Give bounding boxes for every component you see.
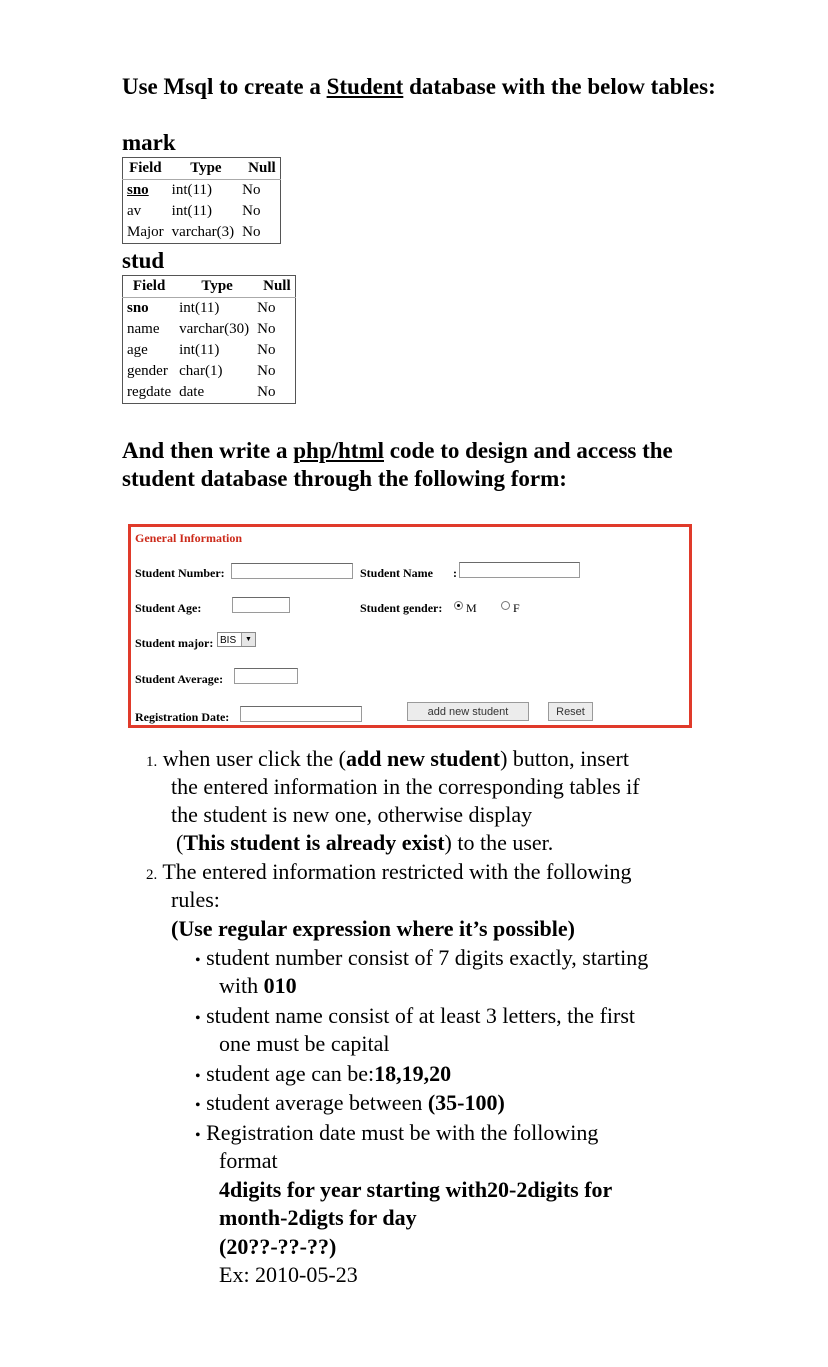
student-name-colon: : (453, 566, 457, 580)
table-cell: sno (127, 182, 149, 198)
table-header-row (123, 276, 296, 298)
column-header: Type (168, 158, 238, 180)
item2-number: 2. (146, 867, 158, 883)
rule5-text-a: Registration date must be with the following (206, 1120, 599, 1145)
bullet-icon: • (195, 1097, 201, 1114)
rule5-line5 (219, 1232, 336, 1261)
item1-line4 (176, 828, 553, 857)
student-number-label: Student Number: (135, 566, 225, 580)
table-row (123, 382, 296, 404)
item2-line3-bold: (Use regular expression where it’s possible) (171, 916, 575, 941)
student-form (128, 524, 692, 728)
table-cell: name (127, 321, 160, 337)
rule3-text-b: 18,19,20 (374, 1061, 452, 1086)
intro-prefix: Use Msql to create a (122, 74, 327, 99)
table-cell: No (257, 300, 276, 316)
gender-m-label: M (466, 601, 477, 615)
registration-date-input[interactable] (240, 706, 362, 722)
item1-number: 1. (146, 754, 158, 770)
table-cell: No (242, 182, 261, 198)
table-cell: age (127, 342, 148, 358)
table-cell: int(11) (171, 182, 212, 198)
column-header: Field (123, 158, 168, 180)
rule2-line2: one must be capital (219, 1031, 390, 1056)
gender-f-label: F (513, 601, 520, 615)
second-heading-prefix: And then write a (122, 438, 294, 463)
stud-table-title: stud (122, 248, 165, 273)
item2-line3 (171, 914, 575, 943)
rule1-text-c: 010 (263, 973, 297, 998)
second-heading-line2: student database through the following form: (122, 466, 567, 491)
rule3-text-a: student age can be: (206, 1061, 375, 1086)
column-header: Field (123, 276, 176, 298)
table-cell: int(11) (179, 342, 220, 358)
student-name-input[interactable] (459, 562, 580, 578)
rule5-text-e: (20??-??-??) (219, 1234, 337, 1259)
bullet-icon: • (195, 1010, 201, 1027)
student-major-label: Student major: (135, 636, 214, 650)
stud-table (122, 275, 296, 404)
rule5-line3 (219, 1175, 612, 1204)
mark-table-title: mark (122, 130, 176, 155)
rule2-text-a: student name consist of at least 3 letters, the first (206, 1003, 636, 1028)
table-cell: gender (127, 363, 168, 379)
form-legend: General Information (135, 531, 242, 545)
student-number-input[interactable] (231, 563, 353, 579)
intro-heading (122, 73, 722, 101)
second-heading-link: php/html (293, 438, 384, 463)
table-row (123, 180, 281, 202)
table-cell: int(11) (171, 203, 212, 219)
table-cell: No (242, 224, 261, 240)
item2-line1: The entered information restricted with the following (162, 859, 632, 884)
column-header: Null (253, 276, 295, 298)
rule4-text-a: student average between (206, 1090, 428, 1115)
rule4-text-b: (35-100) (427, 1090, 505, 1115)
item1-line3: the student is new one, otherwise display (171, 802, 533, 827)
gender-f-radio[interactable] (501, 601, 510, 610)
table-row (123, 340, 296, 361)
student-major-select[interactable] (217, 632, 256, 647)
chevron-down-icon: ▼ (241, 633, 255, 646)
table-cell: No (257, 342, 276, 358)
table-cell: sno (127, 300, 149, 316)
table-row (123, 222, 281, 244)
item1-line4-a: ( (176, 830, 184, 855)
add-student-button[interactable]: add new student (407, 702, 529, 721)
major-selected-value: BIS (220, 635, 237, 646)
student-average-label: Student Average: (135, 672, 224, 686)
second-heading-line1 (122, 437, 772, 465)
item2-line2: rules: (171, 887, 220, 912)
rule5-text-c: 4digits for year starting with20-2digits for (219, 1177, 613, 1202)
table-row (123, 361, 296, 382)
table-header-row (123, 158, 281, 180)
gender-m-radio[interactable] (454, 601, 463, 610)
table-cell: varchar(30) (179, 321, 250, 337)
column-header: Null (238, 158, 280, 180)
table-cell: Major (127, 224, 164, 240)
table-cell: av (127, 203, 142, 219)
item1-line4-b: This student is already exist (183, 830, 445, 855)
bullet-icon: • (195, 1127, 201, 1144)
mark-table (122, 157, 281, 244)
student-name-label: Student Name (360, 566, 434, 580)
table-cell: No (257, 384, 276, 400)
table-cell: regdate (127, 384, 172, 400)
table-row (123, 319, 296, 340)
rule5-text-d: month-2digts for day (219, 1205, 417, 1230)
rule1-text-b: with (219, 973, 264, 998)
rule5-line2: format (219, 1148, 278, 1173)
intro-suffix: database with the below tables: (403, 74, 716, 99)
rule5-line4 (219, 1203, 417, 1232)
student-average-input[interactable] (234, 668, 298, 684)
table-cell: No (257, 321, 276, 337)
item1-line4-c: ) to the user. (444, 830, 554, 855)
item1-line2: the entered information in the corresponding tables if (171, 774, 640, 799)
bullet-icon: • (195, 1068, 201, 1085)
registration-date-label: Registration Date: (135, 710, 230, 724)
item1-text-c: ) button, insert (500, 746, 629, 771)
reset-button[interactable]: Reset (548, 702, 593, 721)
student-age-label: Student Age: (135, 601, 202, 615)
table-row (123, 298, 296, 320)
rule1-line2 (219, 971, 297, 1000)
table-cell: varchar(3) (171, 224, 235, 240)
table-row (123, 201, 281, 222)
table-cell: int(11) (179, 300, 220, 316)
table-cell: No (242, 203, 261, 219)
student-age-input[interactable] (232, 597, 290, 613)
table-cell: date (179, 384, 205, 400)
student-gender-label: Student gender: (360, 601, 443, 615)
item1-text-b: add new student (346, 746, 501, 771)
bullet-icon: • (195, 952, 201, 969)
intro-db-name: Student (326, 74, 404, 99)
rule5-line6: Ex: 2010-05-23 (219, 1262, 358, 1287)
column-header: Type (175, 276, 253, 298)
rule4-line (195, 1088, 505, 1120)
rule3-line (195, 1059, 451, 1091)
rule1-text-a: student number consist of 7 digits exactly, starting (206, 945, 649, 970)
second-heading-suffix: code to design and access the (384, 438, 673, 463)
table-cell: char(1) (179, 363, 223, 379)
table-cell: No (257, 363, 276, 379)
item1-text-a: when user click the ( (162, 746, 347, 771)
